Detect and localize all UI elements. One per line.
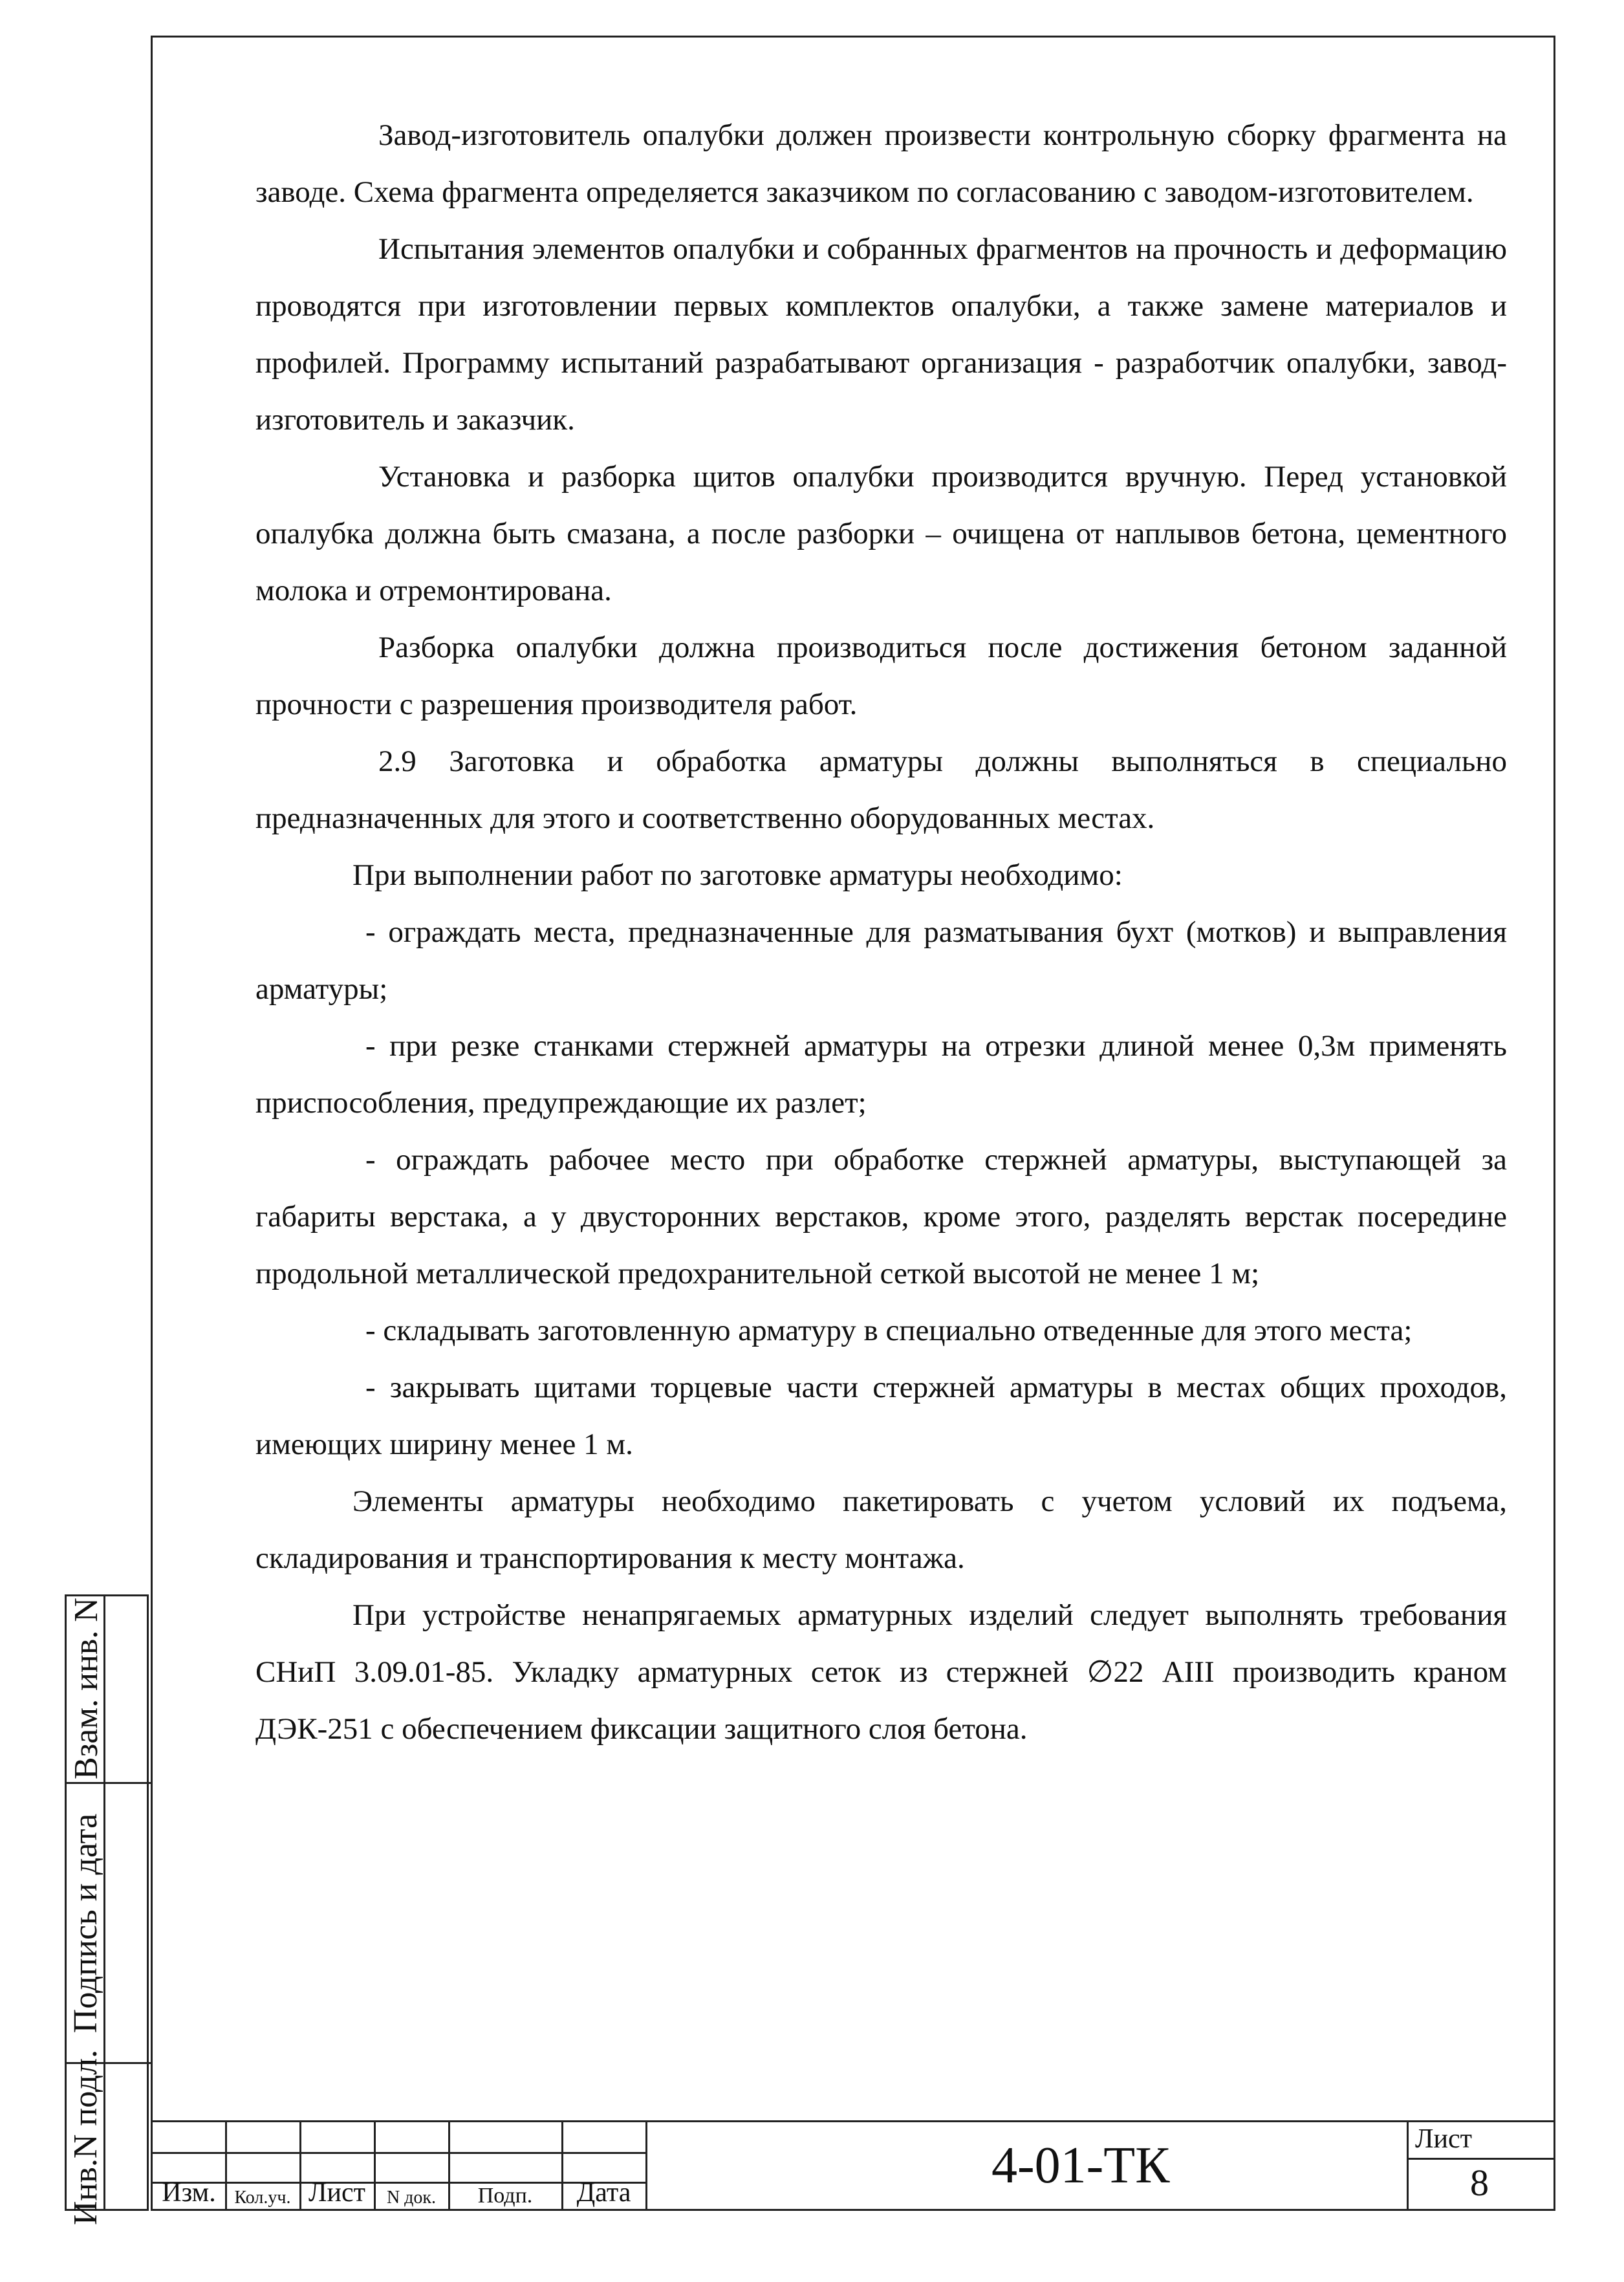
inv-podl-label: Инв.N подл. xyxy=(67,2049,105,2226)
data-label: Дата xyxy=(576,2178,631,2208)
title-block xyxy=(151,2120,1555,2211)
vzam-inv-label: Взам. инв. N xyxy=(67,1597,105,1779)
list-item-5: - закрывать щитами торцевые части стержней арматуры в местах общих проходов, имеющих ширину менее 1 м. xyxy=(255,1371,1507,1461)
sheet-number: 8 xyxy=(1470,2162,1489,2204)
paragraph-4: Разборка опалубки должна производиться после достижения бетоном заданной прочности с разрешения производителя работ. xyxy=(255,631,1507,721)
side-stamp-label-column xyxy=(67,1596,105,2226)
paragraph-6: При выполнении работ по заготовке арматуры необходимо: xyxy=(352,858,1123,892)
list-item-1: - ограждать места, предназначенные для разматывания бухт (мотков) и выправления арматуры; xyxy=(255,915,1507,1006)
inv-podl-cell xyxy=(67,2049,105,2226)
vzam-inv-cell xyxy=(67,1594,105,1782)
sheet-label: Лист xyxy=(1415,2124,1472,2154)
podpis-data-label: Подпись и дата xyxy=(67,1813,105,2033)
side-stamp xyxy=(65,1594,149,2226)
list-item-4: - складывать заготовленную арматуру в специально отведенные для этого места; xyxy=(365,1314,1413,1347)
body-text xyxy=(255,107,1507,1757)
grid-line xyxy=(151,2152,645,2154)
grid-line xyxy=(1407,2158,1555,2160)
side-divider xyxy=(105,1782,151,1784)
side-divider xyxy=(105,2062,151,2064)
paragraph-3: Установка и разборка щитов опалубки производится вручную. Перед установкой опалубка должна быть смазана, а после разборки – очищена от наплывов бетона, цементного молока и отремонтирована. xyxy=(255,460,1507,607)
grid-line xyxy=(1407,2122,1409,2211)
n-dok-label: N док. xyxy=(386,2188,437,2208)
kol-uch-label: Кол.уч. xyxy=(234,2188,291,2208)
document-code: 4-01-ТК xyxy=(991,2137,1170,2194)
list-label: Лист xyxy=(309,2178,365,2208)
list-item-2: - при резке станками стержней арматуры на отрезки длиной менее 0,3м применять приспособления, предупреждающие их разлет; xyxy=(255,1029,1507,1120)
paragraph-8: При устройстве ненапрягаемых арматурных изделий следует выполнять требования СНиП 3.09.01-85. Укладку арматурных сеток из стержней ∅22 АIII производить краном ДЭК-251 с обеспечением фиксации защитного слоя бетона. xyxy=(255,1598,1507,1746)
grid-line xyxy=(645,2122,647,2211)
podpis-data-cell xyxy=(67,1782,105,2062)
paragraph-2: Испытания элементов опалубки и собранных фрагментов на прочность и деформацию проводятся при изготовлении первых комплектов опалубки, а также замене материалов и профилей. Программу испытаний разрабатывают организация - разработчик опалубки, завод-изготовитель и заказчик. xyxy=(255,232,1507,437)
izm-label: Изм. xyxy=(162,2178,216,2208)
paragraph-7: Элементы арматуры необходимо пакетировать с учетом условий их подъема, складирования и транспортирования к месту монтажа. xyxy=(255,1484,1507,1575)
paragraph-1: Завод-изготовитель опалубки должен произвести контрольную сборку фрагмента на заводе. Схема фрагмента определяется заказчиком по согласованию с заводом-изготовителем. xyxy=(255,118,1507,209)
paragraph-5: 2.9 Заготовка и обработка арматуры должны выполняться в специально предназначенных для этого и соответственно оборудованных местах. xyxy=(255,744,1507,835)
podp-label: Подп. xyxy=(477,2184,533,2208)
list-item-3: - ограждать рабочее место при обработке стержней арматуры, выступающей за габариты верстака, а у двусторонних верстаков, кроме этого, разделять верстак посередине продольной металлической предохранительной сеткой высотой не менее 1 м; xyxy=(255,1143,1507,1290)
